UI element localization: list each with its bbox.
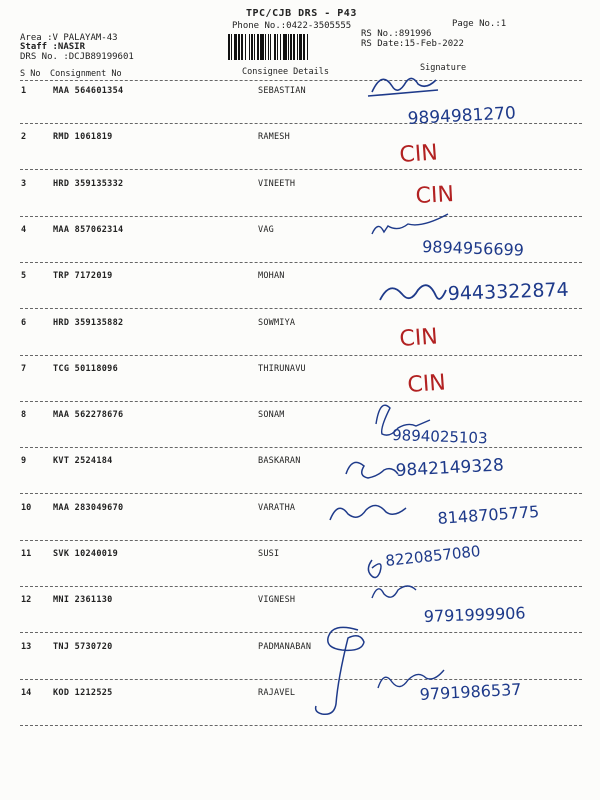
row-consignment-no: MNI 2361130 (53, 595, 113, 606)
row-consignment-no: TNJ 5730720 (53, 641, 113, 652)
row-divider (20, 216, 582, 217)
table-row (0, 549, 600, 595)
handwritten-note: 9443322874 (447, 278, 569, 305)
document-title: TPC/CJB DRS - P43 (246, 8, 357, 19)
row-consignee: SOWMIYA (258, 317, 296, 328)
row-divider (20, 493, 582, 494)
table-row (0, 364, 600, 410)
row-consignee: VINEETH (258, 178, 296, 189)
table-row (0, 410, 600, 456)
row-consignment-no: MAA 857062314 (53, 224, 124, 235)
row-consignment-no: HRD 359135332 (53, 178, 124, 189)
row-consignee: VAG (258, 224, 274, 235)
row-consignee: RAMESH (258, 132, 290, 143)
phone-number: Phone No.:0422-3505555 (232, 21, 352, 31)
row-sno: 5 (21, 271, 27, 282)
row-divider (20, 586, 582, 587)
row-divider (20, 401, 582, 402)
row-consignment-no: HRD 359135882 (53, 317, 124, 328)
handwritten-note: 8148705775 (436, 501, 540, 528)
rs-number: RS No.:891996 (361, 29, 432, 39)
row-divider (20, 262, 582, 263)
row-consignee: SONAM (258, 410, 285, 421)
drs-number: DRS No. :DCJB89199601 (20, 52, 134, 62)
row-consignee: PADMANABAN (258, 641, 312, 652)
handwritten-note: 9894025103 (391, 426, 488, 448)
handwritten-note: CIN (398, 324, 439, 352)
table-row (0, 225, 600, 271)
handwritten-note: 9894956699 (421, 237, 525, 260)
row-sno: 1 (21, 86, 27, 96)
table-row (0, 179, 600, 225)
table-row (0, 271, 600, 317)
row-sno: 9 (21, 456, 27, 467)
col-consignee: Consignee Details (242, 67, 329, 77)
table-row (0, 503, 600, 549)
row-consignment-no: KOD 1212525 (53, 687, 113, 698)
row-consignment-no: MAA 564601354 (53, 86, 124, 96)
row-consignee: SEBASTIAN (258, 86, 306, 96)
handwritten-note: CIN (406, 370, 447, 398)
row-sno: 14 (21, 687, 32, 698)
row-consignment-no: TRP 7172019 (53, 271, 113, 282)
header-divider (20, 80, 582, 81)
handwritten-note: 8220857080 (384, 542, 482, 570)
row-consignment-no: KVT 2524184 (53, 456, 113, 467)
row-consignee: RAJAVEL (258, 687, 296, 698)
row-sno: 11 (21, 549, 32, 559)
barcode (228, 34, 356, 60)
row-sno: 13 (21, 641, 32, 652)
row-sno: 2 (21, 132, 27, 143)
row-sno: 12 (21, 595, 32, 606)
row-consignment-no: MAA 562278676 (53, 410, 124, 421)
rs-date: RS Date:15-Feb-2022 (361, 39, 464, 49)
col-sno: S No (20, 69, 41, 79)
row-divider (20, 540, 582, 541)
row-consignment-no: SVK 10240019 (53, 549, 119, 559)
row-consignee: MOHAN (258, 271, 285, 282)
handwritten-note: 9791999906 (423, 603, 526, 626)
handwritten-note: CIN (398, 140, 439, 168)
row-divider (20, 308, 582, 309)
table-row (0, 595, 600, 641)
row-divider (20, 169, 582, 170)
row-divider (20, 123, 582, 124)
row-consignee: VIGNESH (258, 595, 296, 606)
table-row (0, 456, 600, 502)
page-number: Page No.:1 (452, 19, 507, 29)
row-sno: 4 (21, 224, 27, 235)
col-signature: Signature (420, 63, 467, 73)
table-row (0, 688, 600, 734)
row-consignee: BASKARAN (258, 456, 301, 467)
table-row (0, 86, 600, 132)
handwritten-note: 9791986537 (419, 679, 522, 704)
row-consignee: THIRUNAVU (258, 363, 306, 374)
staff-label: Staff :NASIR (20, 42, 86, 52)
row-sno: 8 (21, 410, 27, 421)
row-sno: 7 (21, 363, 27, 374)
area-label: Area :V PALAYAM-43 (20, 33, 118, 43)
row-sno: 10 (21, 502, 32, 513)
row-consignment-no: TCG 50118096 (53, 363, 119, 374)
row-consignee: SUSI (258, 549, 280, 559)
row-consignment-no: RMD 1061819 (53, 132, 113, 143)
table-row (0, 642, 600, 688)
row-divider (20, 632, 582, 633)
row-divider (20, 725, 582, 726)
handwritten-note: CIN (415, 182, 455, 209)
row-sno: 6 (21, 317, 27, 328)
table-row (0, 318, 600, 364)
row-divider (20, 679, 582, 680)
handwritten-note: 9842149328 (395, 455, 505, 481)
row-divider (20, 447, 582, 448)
col-consignment: Consignment No (50, 69, 122, 79)
row-consignee: VARATHA (258, 502, 296, 513)
handwritten-note: 9894981270 (407, 103, 517, 129)
row-consignment-no: MAA 283049670 (53, 502, 124, 513)
row-sno: 3 (21, 178, 27, 189)
table-row (0, 132, 600, 178)
row-divider (20, 355, 582, 356)
